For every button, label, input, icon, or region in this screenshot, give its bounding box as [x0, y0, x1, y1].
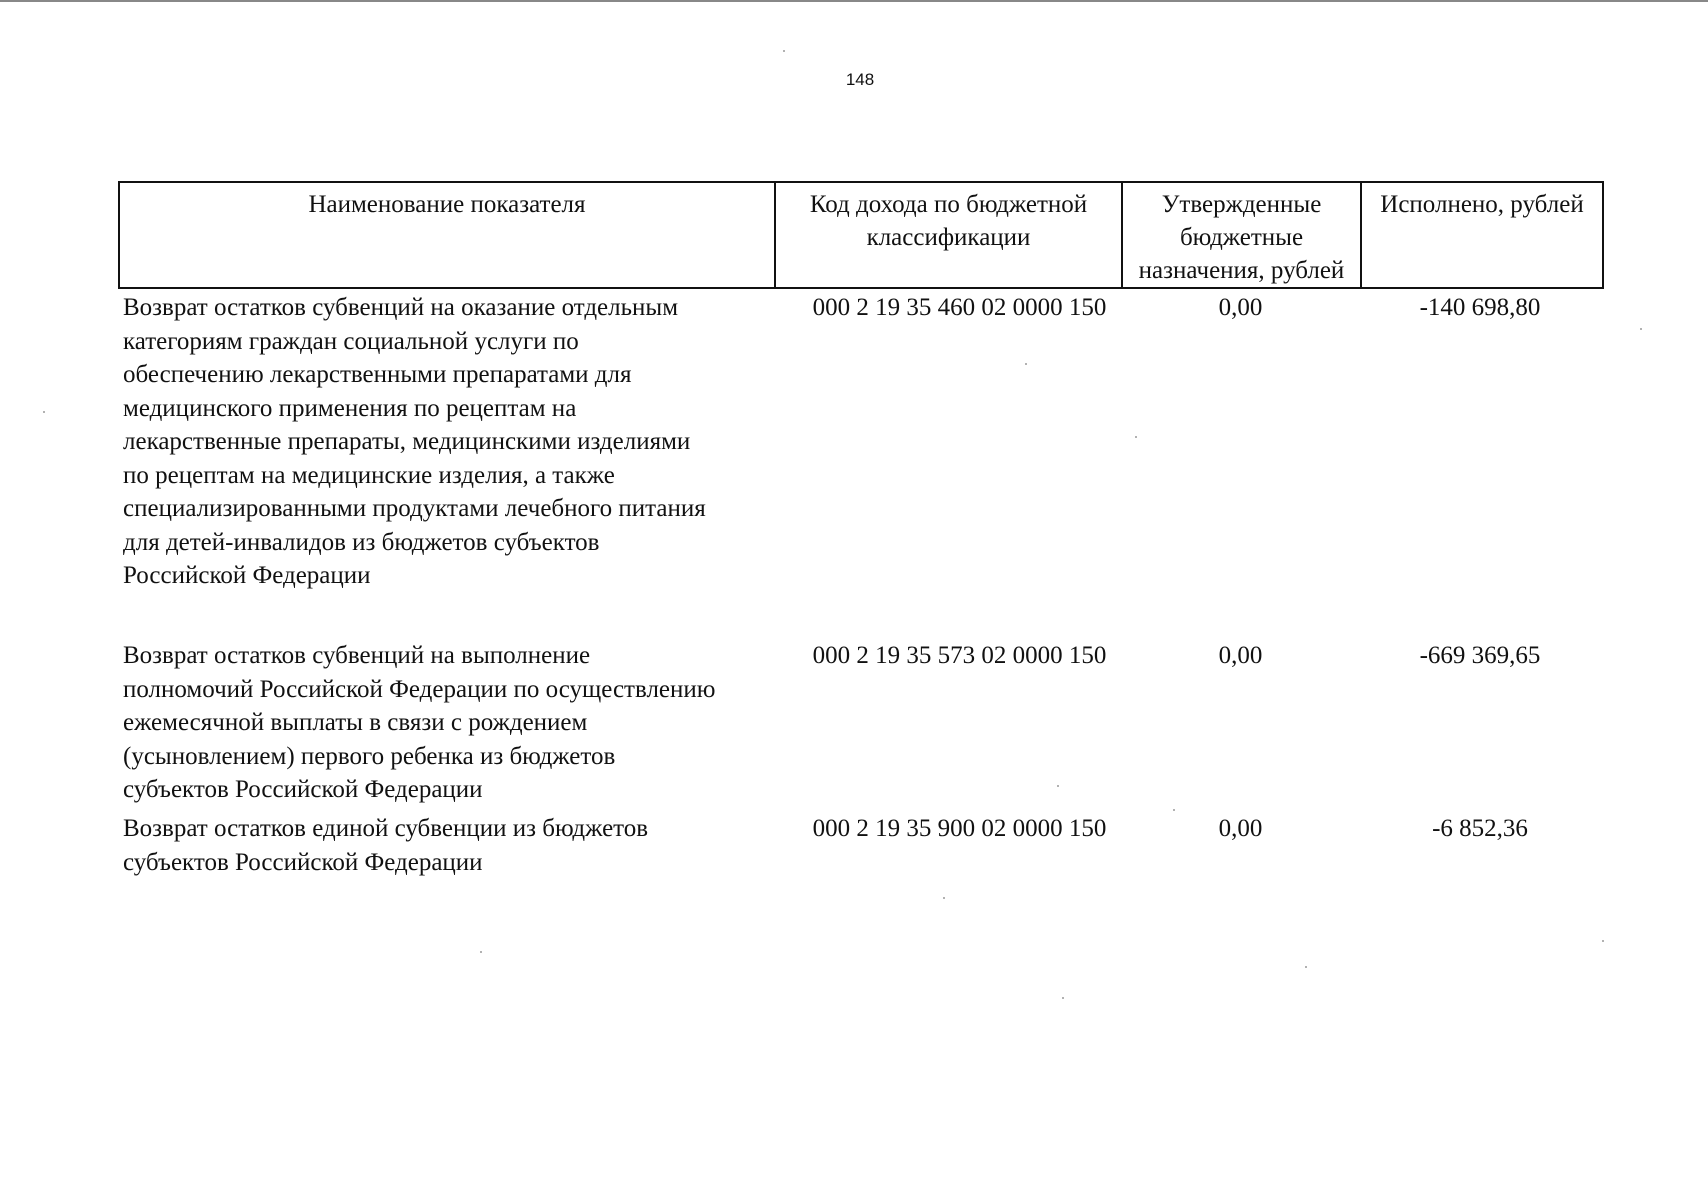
name-line: по рецептам на медицинские изделия, а также [123, 461, 615, 489]
scan-speck [1025, 363, 1027, 365]
table-header [118, 181, 1604, 289]
header-indicator-name: Наименование показателя [120, 183, 776, 287]
row-approved-amount: 0,00 [1218, 294, 1263, 321]
scan-speck [1135, 436, 1137, 438]
scan-speck [480, 951, 482, 953]
name-line: медицинского применения по рецептам на [123, 394, 577, 422]
row-executed-amount: -6 852,36 [1432, 815, 1528, 842]
scan-speck [943, 897, 945, 899]
scan-speck [1640, 328, 1642, 330]
row-executed-amount: -140 698,80 [1419, 294, 1541, 321]
row-executed-amount: -669 369,65 [1419, 642, 1541, 669]
scan-speck [1305, 966, 1307, 968]
name-line: Возврат остатков субвенций на выполнение [123, 642, 591, 669]
name-line: для детей-инвалидов из бюджетов субъектов [123, 528, 600, 556]
name-line: субъектов Российской Федерации [123, 776, 483, 803]
header-approved-budget: Утвержденные бюджетные назначения, рублей [1123, 183, 1362, 287]
row-approved-amount: 0,00 [1218, 815, 1263, 842]
name-line: ежемесячной выплаты в связи с рождением [123, 709, 588, 736]
name-line: (усыновлением) первого ребенка из бюджетов [123, 742, 616, 770]
scan-speck [1173, 809, 1175, 811]
header-income-code: Код дохода по бюджетной классификации [776, 183, 1123, 287]
name-line: полномочий Российской Федерации по осуществлению [123, 675, 716, 703]
scan-speck [43, 411, 45, 413]
row-income-code: 000 2 19 35 573 02 0000 150 [812, 642, 1107, 669]
row-income-code: 000 2 19 35 460 02 0000 150 [812, 294, 1107, 321]
name-line: Возврат остатков единой субвенции из бюджетов [123, 815, 649, 842]
name-line: обеспечению лекарственными препаратами для [123, 361, 632, 388]
row-indicator-name [123, 812, 793, 879]
row-approved-amount: 0,00 [1218, 642, 1263, 669]
header-executed: Исполнено, рублей [1380, 191, 1584, 218]
row-indicator-name [123, 291, 793, 593]
scan-speck [1057, 785, 1059, 787]
row-income-code: 000 2 19 35 900 02 0000 150 [812, 815, 1107, 842]
name-line: специализированными продуктами лечебного питания [123, 495, 706, 522]
scan-top-edge [0, 0, 1708, 2]
name-line: Российской Федерации [123, 562, 371, 589]
scan-speck [1062, 997, 1064, 999]
page-number: 148 [845, 70, 875, 89]
name-line: категориям граждан социальной услуги по [123, 327, 579, 355]
scan-speck [783, 50, 785, 52]
row-indicator-name [123, 639, 793, 807]
scan-speck [1602, 940, 1604, 942]
name-line: Возврат остатков субвенций на оказание отдельным [123, 294, 679, 321]
name-line: лекарственные препараты, медицинскими изделиями [123, 428, 691, 455]
name-line: субъектов Российской Федерации [123, 848, 483, 876]
